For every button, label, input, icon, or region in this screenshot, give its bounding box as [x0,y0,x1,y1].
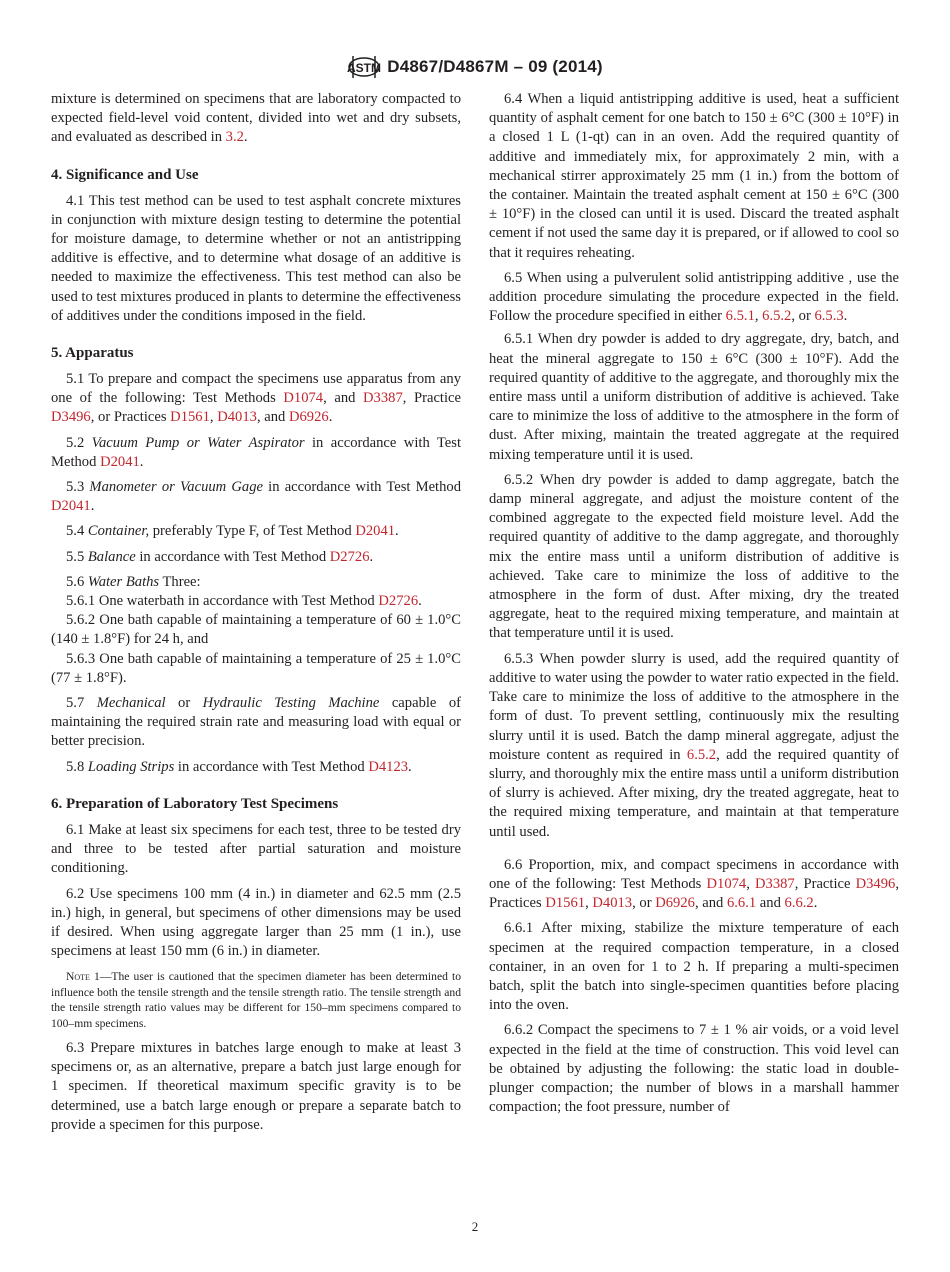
section-heading-4: 4. Significance and Use [51,166,199,183]
ref-link-6-5-3[interactable]: 6.5.3 [814,308,844,325]
paragraph-6-5: 6.5 When using a pulverulent solid antistripping additive , use the addition procedure simulating the procedure expected in the field. Follow the procedure specified in either 6.5.1, 6.5.2, or 6.5.3. [489,269,899,325]
ref-link-d4013[interactable]: D4013 [217,409,257,426]
paragraph-6-5-1: 6.5.1 When dry powder is added to dry aggregate, dry, batch, and heat the mineral aggregate to 150 ± 6°C (300 ± 10°F). Add the required quantity of additive to the aggregate, and thoroughly mix the entire mass until a uniform distribution of additive is achieved. Take care to minimize the loss of additive to the atmosphere in the form of dust. After mixing, maintain the treated aggregate at the required mixing temperature until it is used. [489,331,899,463]
ref-link-6-6-1[interactable]: 6.6.1 [726,895,757,912]
ref-link-d6926[interactable]: D6926 [655,895,695,912]
ref-link-d6926[interactable]: D6926 [288,409,329,426]
paragraph-5-6-3: 5.6.3 One bath capable of maintaining a temperature of 25 ± 1.0°C (77 ± 1.8°F). [51,650,461,686]
ref-link-d1561[interactable]: D1561 [545,895,586,912]
section-heading-6: 6. Preparation of Laboratory Test Specimens [51,795,339,812]
paragraph-5-6-2: 5.6.2 One bath capable of maintaining a temperature of 60 ± 1.0°C (140 ± 1.8°F) for 24 h, and [51,612,461,648]
ref-link-d1074[interactable]: D1074 [283,390,324,407]
paragraph-6-6-1: 6.6.1 After mixing, stabilize the mixture temperature of each specimen at the required compaction temperature, in a closed container, in an oven for 1 to 2 h. If preparing a multi-specimen batch, split the batch into single-specimen quantities before placing into the oven. [489,920,899,1014]
ref-link-6-5-2[interactable]: 6.5.2 [762,308,792,325]
section-heading-5: 5. Apparatus [51,345,134,362]
ref-link-d3387[interactable]: D3387 [754,875,795,892]
paragraph-5-6-1: 5.6.1 One waterbath in accordance with Test Method D2726. [66,593,422,610]
paragraph-6-4: 6.4 When a liquid antistripping additive is used, heat a sufficient quantity of asphalt cement for one batch to 150 ± 6°C (300 ± 10°F) in a closed 1 L (1-qt) can in an oven. Add the required quantity of additive and immediately mix, for approximately 2 min, with a mechanical stirrer approximately 25 mm (1 in.) from the bottom of the container. Maintain the treated asphalt cement at 150 ± 6°C (300 ± 10°F) in the closed can until it is used. Discard the treated asphalt cement if not used the same day it is prepared, or if allowed to cool so that it requires reheating. [489,91,899,261]
paragraph-6-1: 6.1 Make at least six specimens for each test, three to be tested dry and three to be tested after partial saturation and moisture conditioning. [51,821,461,877]
page-number: 2 [471,1219,479,1234]
paragraph-4-1: 4.1 This test method can be used to test asphalt concrete mixtures in conjunction with mixture design testing to determine the potential for moisture damage, to determine whether or not an antistripping additive is effective, and to determine what dosage of an additive is needed to maximize the effectiveness. This test method can also be used to test mixtures produced in plants to determine the effectiveness of additives under the conditions imposed in the field. [51,192,461,324]
paragraph-5-1: 5.1 To prepare and compact the specimens use apparatus from any one of the following: Test Methods D1074, and D3387, Practice D3496, or Practices D1561, D4013, and D6926. [51,371,461,426]
ref-link-d3496[interactable]: D3496 [51,409,91,426]
note-1: Note 1—The user is cautioned that the specimen diameter has been determined to influence both the tensile strength and the tensile strength ratio. The tensile strength and the tensile strength ratio values may be different for 150–mm specimens compared to 100–mm specimens. [51,970,462,1030]
paragraph-6-5-3: 6.5.3 When powder slurry is used, add the required quantity of additive to water using the powder to water ratio expected in the field. Take care to minimize the loss of additive to the atmosphere in the form of dust. To prevent settling, continuously mix the resulting slurry until it is used. Batch the damp mineral aggregate, adjust the moisture content as required in 6.5.2, add the required quantity of slurry, and thoroughly mix the entire mass until a uniform distribution of slurry is achieved. After mixing, dry the treated aggregate, heat to the required mixing temperature, and maintain at that temperature until used. [489,650,899,840]
ref-link-6-5-2[interactable]: 6.5.2 [686,746,717,763]
intro-paragraph: mixture is determined on specimens that are laboratory compacted to expected field-level void content, divided into wet and dry subsets, and evaluated as described in 3.2. [51,91,461,146]
ref-link-d1561[interactable]: D1561 [170,409,210,426]
paragraph-6-3: 6.3 Prepare mixtures in batches large enough to make at least 3 specimens or, as an alternative, prepare a batch just large enough for 1 specimen. If theoretical maximum specific gravity is to be determined, use a batch large enough or prepare a separate batch to provide a specimen for this purpose. [51,1039,461,1133]
ref-link-d4123[interactable]: D4123 [368,758,409,775]
ref-link-6-6-2[interactable]: 6.6.2 [784,895,814,912]
ref-link-d2041[interactable]: D2041 [51,498,91,515]
paragraph-5-8: 5.8 Loading Strips in accordance with Test Method D4123. [66,758,412,775]
paragraph-5-4: 5.4 Container, preferably Type F, of Test Method D2041. [66,523,399,540]
ref-link-d2726[interactable]: D2726 [378,593,419,610]
astm-logo-icon [347,52,381,82]
ref-link-d2041[interactable]: D2041 [100,453,140,470]
svg-text:ASTM: ASTM [347,61,382,75]
paragraph-5-5: 5.5 Balance in accordance with Test Method D2726. [66,548,374,565]
ref-link-d3496[interactable]: D3496 [855,875,896,892]
paragraph-6-6-2: 6.6.2 Compact the specimens to 7 ± 1 % air voids, or a void level expected in the field at the time of construction. This void level can be obtained by adjusting the following: the static load in double-plunger compaction; the number of blows in a marshall hammer compaction; the foot pressure, number of [489,1022,899,1116]
page-header [0,52,950,82]
left-column [51,90,461,1141]
paragraph-6-2: 6.2 Use specimens 100 mm (4 in.) in diameter and 62.5 mm (2.5 in.) high, in general, but specimens of other dimensions may be used if desired. When using aggregate larger than 25 mm (1 in.), use specimens at least 150 mm (6 in.) in diameter. [51,885,461,960]
paragraph-5-2: 5.2 Vacuum Pump or Water Aspirator in accordance with Test Method D2041. [51,434,461,470]
ref-link-d2041[interactable]: D2041 [355,523,396,540]
ref-link-d3387[interactable]: D3387 [363,390,403,407]
ref-link-d2726[interactable]: D2726 [329,548,370,565]
ref-link-d1074[interactable]: D1074 [706,875,747,892]
ref-link-6-5-1[interactable]: 6.5.1 [725,308,755,325]
ref-link-d4013[interactable]: D4013 [592,895,633,912]
paragraph-6-5-2: 6.5.2 When dry powder is added to damp aggregate, batch the damp mineral aggregate, and adjust the moisture content of the combined aggregate to the expected field moisture level. Add the required quantity of additive to the damp aggregate, and thoroughly mix the entire mass until a uniform distribution of additive is achieved. Take care to minimize the loss of additive to the atmosphere in the form of dust. After mixing, dry the treated aggregate, heat to the required mixing temperature, and maintain at that temperature until it is used. [489,471,899,642]
ref-link-3-2[interactable]: 3.2 [225,129,244,146]
paragraph-6-6: 6.6 Proportion, mix, and compact specimens in accordance with one of the following: Test Methods D1074, D3387, Practice D3496, Practices D1561, D4013, or D6926, and 6.6.1 and 6.6.2. [489,856,899,912]
paragraph-5-6: 5.6 Water Baths Three: [66,573,201,590]
right-column [489,90,899,1123]
document-id: D4867/D4867M – 09 (2014) [387,57,603,76]
paragraph-5-7: 5.7 Mechanical or Hydraulic Testing Machine capable of maintaining the required strain rate and measuring load with equal or better precision. [51,695,461,750]
paragraph-5-3: 5.3 Manometer or Vacuum Gage in accordance with Test Method D2041. [51,479,461,515]
